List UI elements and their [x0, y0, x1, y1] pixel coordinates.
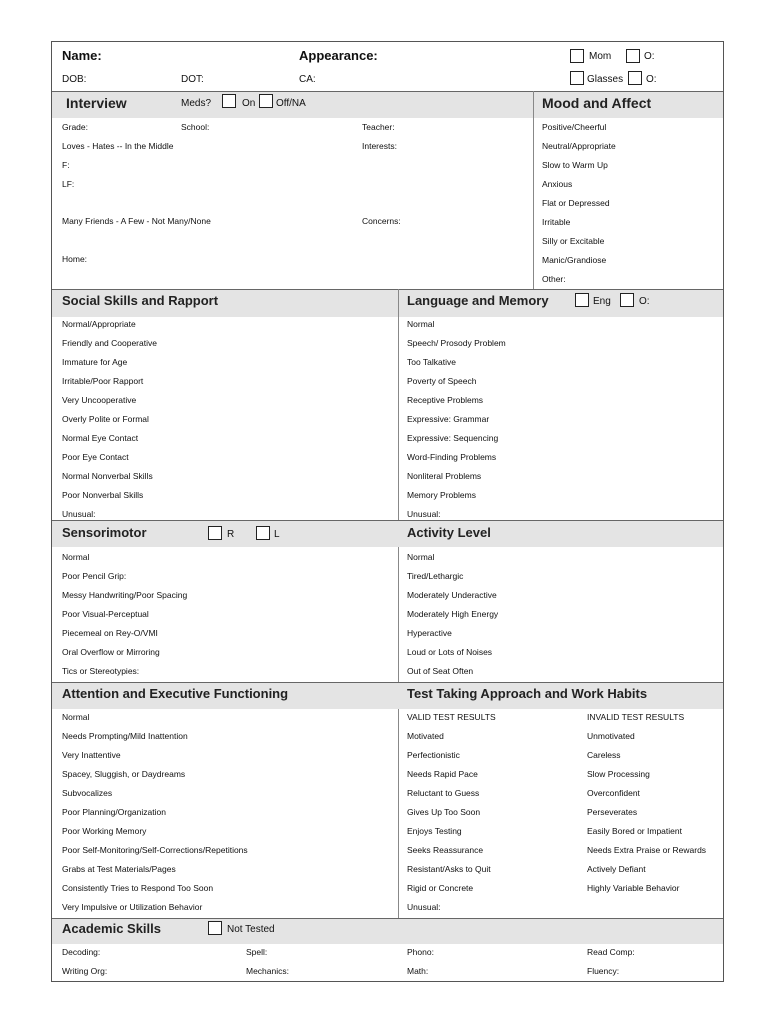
invalid-item: Slow Processing [587, 769, 650, 779]
sensorimotor-item: Oral Overflow or Mirroring [62, 647, 160, 657]
eng-label: Eng [593, 296, 611, 307]
r-label: R [227, 529, 235, 540]
home-label: Home: [62, 254, 88, 264]
glasses-label: Glasses [587, 74, 624, 85]
interests-label: Interests: [362, 141, 397, 151]
activity-item: Hyperactive [407, 628, 452, 638]
appearance-label: Appearance: [299, 48, 378, 63]
language-item: Expressive: Sequencing [407, 433, 499, 443]
attention-item: Poor Planning/Organization [62, 807, 166, 817]
social-item: Irritable/Poor Rapport [62, 376, 144, 386]
mood-item: Slow to Warm Up [542, 160, 608, 170]
valid-item: Perfectionistic [407, 750, 460, 760]
attention-item: Consistently Tries to Respond Too Soon [62, 883, 214, 893]
not-tested-label: Not Tested [227, 924, 275, 935]
o-checkbox-top[interactable] [626, 49, 640, 63]
meds-off-label: Off/NA [276, 98, 306, 109]
sensorimotor-item: Piecemeal on Rey-O/VMI [62, 628, 158, 638]
invalid-item: Easily Bored or Impatient [587, 826, 682, 836]
sensorimotor-item: Messy Handwriting/Poor Spacing [62, 590, 188, 600]
social-item: Normal Eye Contact [62, 433, 139, 443]
friends-label: Many Friends - A Few - Not Many/None [62, 216, 211, 226]
dot-label: DOT: [181, 74, 204, 85]
ca-label: CA: [299, 74, 316, 85]
language-item: Too Talkative [407, 357, 456, 367]
decoding-label: Decoding: [62, 947, 101, 957]
language-item: Poverty of Speech [407, 376, 477, 386]
language-item: Unusual: [407, 509, 441, 519]
divider [398, 289, 399, 918]
social-item: Poor Nonverbal Skills [62, 490, 144, 500]
not-tested-checkbox[interactable] [208, 921, 222, 935]
valid-item: Resistant/Asks to Quit [407, 864, 491, 874]
math-label: Math: [407, 966, 429, 976]
school-label: School: [181, 122, 210, 132]
sensorimotor-item: Poor Visual-Perceptual [62, 609, 149, 619]
social-item: Immature for Age [62, 357, 128, 367]
mood-item: Irritable [542, 217, 571, 227]
valid-item: Enjoys Testing [407, 826, 462, 836]
social-item: Overly Polite or Formal [62, 414, 149, 424]
invalid-item: Perseverates [587, 807, 638, 817]
sensorimotor-item: Poor Pencil Grip: [62, 571, 127, 581]
invalid-item: Needs Extra Praise or Rewards [587, 845, 707, 855]
mechanics-label: Mechanics: [246, 966, 289, 976]
mood-item: Neutral/Appropriate [542, 141, 616, 151]
mom-checkbox[interactable] [570, 49, 584, 63]
dob-label: DOB: [62, 74, 87, 85]
invalid-item: Actively Defiant [587, 864, 646, 874]
mood-item: Anxious [542, 179, 573, 189]
language-item: Word-Finding Problems [407, 452, 497, 462]
eng-checkbox[interactable] [575, 293, 589, 307]
social-item: Very Uncooperative [62, 395, 137, 405]
language-item: Expressive: Grammar [407, 414, 490, 424]
attention-item: Normal [62, 712, 90, 722]
divider [52, 520, 723, 521]
sensorimotor-title: Sensorimotor [62, 525, 147, 540]
mood-item: Flat or Depressed [542, 198, 610, 208]
r-checkbox[interactable] [208, 526, 222, 540]
glasses-checkbox[interactable] [570, 71, 584, 85]
activity-item: Moderately Underactive [407, 590, 497, 600]
o-checkbox-glasses[interactable] [628, 71, 642, 85]
mood-item: Positive/Cheerful [542, 122, 607, 132]
divider [52, 918, 723, 919]
sensorimotor-band [52, 520, 723, 547]
attention-item: Very Inattentive [62, 750, 121, 760]
mood-title: Mood and Affect [542, 95, 652, 111]
activity-item: Tired/Lethargic [407, 571, 464, 581]
language-item: Memory Problems [407, 490, 476, 500]
valid-item: Reluctant to Guess [407, 788, 480, 798]
meds-on-label: On [242, 98, 256, 109]
attention-title: Attention and Executive Functioning [62, 686, 289, 701]
attention-item: Spacey, Sluggish, or Daydreams [62, 769, 186, 779]
social-item: Friendly and Cooperative [62, 338, 157, 348]
fluency-label: Fluency: [587, 966, 620, 976]
activity-item: Normal [407, 552, 435, 562]
grade-label: Grade: [62, 122, 88, 132]
invalid-item: Highly Variable Behavior [587, 883, 680, 893]
sensorimotor-item: Tics or Stereotypies: [62, 666, 140, 676]
divider [533, 91, 534, 289]
f-label: F: [62, 160, 70, 170]
teacher-label: Teacher: [362, 122, 395, 132]
attention-item: Subvocalizes [62, 788, 113, 798]
interview-title: Interview [66, 95, 127, 111]
l-checkbox[interactable] [256, 526, 270, 540]
attention-item: Poor Working Memory [62, 826, 147, 836]
attention-item: Poor Self-Monitoring/Self-Corrections/Repetitions [62, 845, 248, 855]
phono-label: Phono: [407, 947, 434, 957]
attention-item: Very Impulsive or Utilization Behavior [62, 902, 203, 912]
activity-item: Out of Seat Often [407, 666, 474, 676]
writing-org-label: Writing Org: [62, 966, 108, 976]
l-label: L [274, 529, 280, 540]
language-title: Language and Memory [407, 293, 549, 308]
mom-label: Mom [589, 51, 612, 62]
readcomp-label: Read Comp: [587, 947, 635, 957]
valid-item: Seeks Reassurance [407, 845, 484, 855]
form-page [51, 41, 724, 982]
sensorimotor-item: Normal [62, 552, 90, 562]
activity-title: Activity Level [407, 525, 491, 540]
social-item: Unusual: [62, 509, 96, 519]
mood-item: Manic/Grandiose [542, 255, 607, 265]
activity-item: Loud or Lots of Noises [407, 647, 493, 657]
language-item: Speech/ Prosody Problem [407, 338, 506, 348]
divider [52, 289, 723, 290]
valid-item: VALID TEST RESULTS [407, 712, 496, 722]
social-title: Social Skills and Rapport [62, 293, 219, 308]
invalid-item: Unmotivated [587, 731, 635, 741]
loves-hates-label: Loves - Hates -- In the Middle [62, 141, 174, 151]
invalid-item: Careless [587, 750, 621, 760]
spell-label: Spell: [246, 947, 268, 957]
invalid-item: Overconfident [587, 788, 640, 798]
divider [52, 91, 723, 92]
o-label-language: O: [639, 296, 650, 307]
testtaking-title: Test Taking Approach and Work Habits [407, 686, 648, 701]
language-item: Receptive Problems [407, 395, 484, 405]
attention-item: Needs Prompting/Mild Inattention [62, 731, 188, 741]
social-item: Normal Nonverbal Skills [62, 471, 153, 481]
academic-title: Academic Skills [62, 921, 161, 936]
lf-label: LF: [62, 179, 75, 189]
meds-on-checkbox[interactable] [222, 94, 236, 108]
valid-item: Needs Rapid Pace [407, 769, 478, 779]
attention-item: Grabs at Test Materials/Pages [62, 864, 176, 874]
meds-label: Meds? [181, 98, 212, 109]
o-label-glasses: O: [646, 74, 657, 85]
social-item: Normal/Appropriate [62, 319, 136, 329]
o-label-top: O: [644, 51, 655, 62]
meds-off-checkbox[interactable] [259, 94, 273, 108]
mood-item: Other: [542, 274, 566, 284]
mood-item: Silly or Excitable [542, 236, 605, 246]
valid-item: Rigid or Concrete [407, 883, 474, 893]
invalid-item: INVALID TEST RESULTS [587, 712, 685, 722]
valid-item: Unusual: [407, 902, 441, 912]
divider [52, 682, 723, 683]
o-checkbox-language[interactable] [620, 293, 634, 307]
valid-item: Gives Up Too Soon [407, 807, 481, 817]
name-label: Name: [62, 48, 102, 63]
concerns-label: Concerns: [362, 216, 401, 226]
activity-item: Moderately High Energy [407, 609, 499, 619]
valid-item: Motivated [407, 731, 444, 741]
social-item: Poor Eye Contact [62, 452, 129, 462]
language-item: Nonliteral Problems [407, 471, 482, 481]
language-item: Normal [407, 319, 435, 329]
